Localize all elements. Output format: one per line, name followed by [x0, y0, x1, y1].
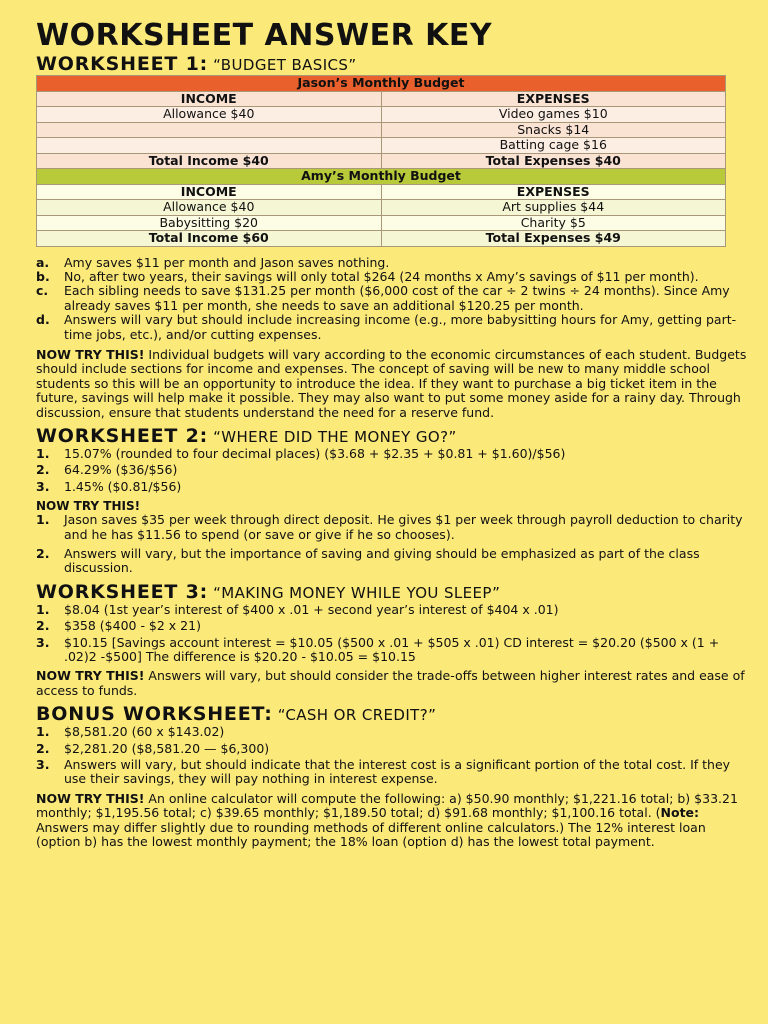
worksheet-2-subtitle: “WHERE DID THE MONEY GO?”	[213, 427, 457, 446]
amy-budget-band: Amy’s Monthly Budget	[37, 169, 726, 185]
list-item: c. Each sibling needs to save $131.25 per month ($6,000 cost of the car ÷ 2 twins ÷ 24 months). Since Amy already saves $11 per month, she needs to save an additional $120.25 per month.	[36, 283, 730, 313]
worksheet-3-title: WORKSHEET 3:	[36, 580, 208, 603]
budget-table	[36, 75, 726, 247]
bonus-answers	[36, 725, 748, 787]
worksheet-1-heading	[36, 54, 748, 75]
amy-expenses-header: EXPENSES	[381, 184, 726, 200]
amy-total-expenses: Total Expenses $49	[381, 231, 726, 247]
worksheet-1-answers	[36, 256, 748, 342]
worksheet-3-heading	[36, 582, 748, 603]
jason-expense-cell: Snacks $14	[381, 122, 726, 138]
list-item: a. Amy saves $11 per month and Jason saves nothing.	[36, 254, 390, 270]
jason-expenses-header: EXPENSES	[381, 91, 726, 107]
bonus-now-try: NOW TRY THIS! An online calculator will compute the following: a) $50.90 monthly; $1,221.16 total; b) $33.21 monthly; $1,195.56 total; c) $39.65 monthly; $1,189.50 total; d) $91.68 monthly; $1,100.16 total. (Note: Answers may differ slightly due to rounding methods of different online calculators.) The 12% interest loan (option b) has the lowest monthly payment; the 18% loan (option d) has the lowest total payment.	[36, 790, 738, 850]
note-label: Note:	[660, 805, 700, 821]
amy-income-header: INCOME	[37, 184, 382, 200]
list-item: d. Answers will vary but should include increasing income (e.g., more babysitting hours for Amy, getting part-time jobs, etc.), and/or cutting expenses.	[36, 312, 737, 342]
worksheet-3-now-try: NOW TRY THIS! Answers will vary, but should consider the trade-offs between higher interest rates and ease of access to funds.	[36, 668, 745, 698]
amy-income-cell: Babysitting $20	[37, 215, 382, 231]
worksheet-2-title: WORKSHEET 2:	[36, 424, 208, 447]
jason-income-cell: Allowance $40	[37, 107, 382, 123]
worksheet-2-answers	[36, 447, 748, 494]
list-item: b. No, after two years, their savings will only total $264 (24 months x Amy’s savings of $11 per month).	[36, 268, 699, 284]
now-try-label: NOW TRY THIS!	[36, 790, 145, 806]
list-item: 2. $358 ($400 - $2 x 21)	[36, 618, 201, 634]
answer-key-page	[36, 18, 748, 850]
worksheet-3-subtitle: “MAKING MONEY WHILE YOU SLEEP”	[213, 583, 501, 602]
list-item: 1. 15.07% (rounded to four decimal places) ($3.68 + $2.35 + $0.81 + $1.60)/$56)	[36, 445, 566, 461]
jason-total-expenses: Total Expenses $40	[381, 153, 726, 169]
list-item: 3. $10.15 [Savings account interest = $10.05 ($500 x .01 + $505 x .01) CD interest = $20.20 ($500 x (1 + .02)2 -$500] The difference is $20.20 - $10.05 = $10.15	[36, 634, 720, 665]
worksheet-1-title: WORKSHEET 1:	[36, 53, 208, 75]
amy-total-income: Total Income $60	[37, 231, 382, 247]
jason-income-header: INCOME	[37, 91, 382, 107]
list-item: 2. $2,281.20 ($8,581.20 — $6,300)	[36, 740, 270, 756]
jason-expense-cell: Batting cage $16	[381, 138, 726, 154]
jason-income-cell	[37, 138, 382, 154]
list-item: 2. 64.29% ($36/$56)	[36, 462, 178, 478]
worksheet-1-subtitle: “BUDGET BASICS”	[213, 56, 357, 74]
worksheet-1-now-try: NOW TRY THIS! Individual budgets will vary according to the economic circumstances of each student. Budgets should include sections for income and expenses. The concept of saving will be new to many middle school students so this will be an opportunity to introduce the idea. If they want to purchase a big ticket item in the future, savings will help make it possible. They may also want to put some money aside for a rainy day. Through discussion, ensure that students understand the need for a reserve fund.	[36, 346, 747, 420]
page-title: WORKSHEET ANSWER KEY	[36, 18, 493, 53]
worksheet-2-heading	[36, 426, 748, 447]
jason-total-income: Total Income $40	[37, 153, 382, 169]
jason-expense-cell: Video games $10	[381, 107, 726, 123]
list-item: 1. $8.04 (1st year’s interest of $400 x .01 + second year’s interest of $404 x .01)	[36, 601, 559, 617]
worksheet-2-now-try-label: NOW TRY THIS!	[36, 499, 141, 514]
list-item: 1. Jason saves $35 per week through direct deposit. He gives $1 per week through payroll deduction to charity and he has $11.56 to spend (or save or give if he so chooses).	[36, 512, 743, 542]
worksheet-3-answers	[36, 603, 748, 665]
jason-budget-band: Jason’s Monthly Budget	[37, 76, 726, 92]
amy-expense-cell: Art supplies $44	[381, 200, 726, 216]
bonus-worksheet-subtitle: “CASH OR CREDIT?”	[277, 706, 437, 725]
list-item: 1. $8,581.20 (60 x $143.02)	[36, 724, 225, 740]
list-item: 3. 1.45% ($0.81/$56)	[36, 478, 182, 494]
jason-income-cell	[37, 122, 382, 138]
worksheet-2-now-try-answers	[36, 513, 748, 576]
list-item: 3. Answers will vary, but should indicate that the interest cost is a significant portion of the total cost. If they use their savings, they will pay nothing in interest expense.	[36, 757, 731, 787]
now-try-label: NOW TRY THIS!	[36, 668, 145, 684]
amy-expense-cell: Charity $5	[381, 215, 726, 231]
bonus-worksheet-heading	[36, 704, 748, 725]
now-try-label: NOW TRY THIS!	[36, 346, 145, 362]
bonus-worksheet-title: BONUS WORKSHEET:	[36, 703, 273, 726]
list-item: 2. Answers will vary, but the importance of saving and giving should be emphasized as part of the class discussion.	[36, 546, 700, 576]
amy-income-cell: Allowance $40	[37, 200, 382, 216]
